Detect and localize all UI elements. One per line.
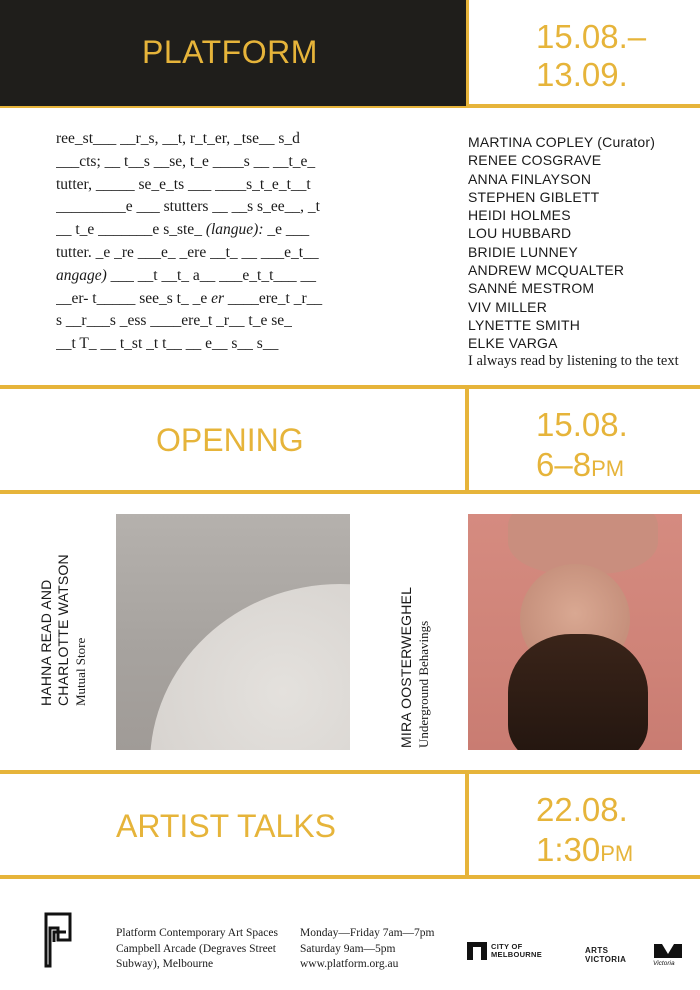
address-line: Subway), Melbourne — [116, 958, 214, 970]
address-line: Campbell Arcade (Degraves Street — [116, 942, 276, 955]
arts-victoria-logo — [585, 946, 626, 964]
date-end: 13.09. — [536, 56, 628, 93]
opening-date: 15.08. — [536, 406, 628, 443]
text-line: tutter. _e _re ___e_ _ere __t_ __ ___e_t__ — [56, 243, 319, 261]
exhibition-dates — [536, 18, 646, 94]
text-segment-italic: (langue): — [205, 221, 264, 239]
artwork-title: Underground Behavings — [416, 620, 431, 748]
website-link[interactable]: www.platform.org.au — [300, 958, 399, 970]
text-segment: __er- t_____ see_s t_ _e — [56, 289, 212, 307]
talks-datetime — [536, 790, 633, 874]
opening-time-value: 6–8 — [536, 446, 592, 483]
artist-name: RENEE COSGRAVE — [468, 152, 602, 169]
talks-label: ARTIST TALKS — [116, 808, 336, 844]
text-line: ___cts; __ t__s __se, t_e ____s __ __t_e_ — [56, 152, 316, 170]
artist-name: SANNÉ MESTROM — [468, 280, 595, 297]
hours-line: Monday—Friday 7am—7pm — [300, 927, 435, 939]
artist-name: HAHNA READ AND — [38, 579, 54, 706]
divider — [0, 490, 700, 494]
city-of-melbourne-logo — [467, 942, 542, 960]
text-segment-italic: angage) — [56, 266, 107, 284]
sponsor-line: ARTS — [585, 946, 609, 955]
opening-datetime — [536, 405, 628, 489]
artwork-title: Mutual Store — [73, 637, 88, 706]
sponsor-line: CITY OF — [491, 942, 523, 951]
sponsor-text — [491, 943, 542, 959]
platform-logo-icon — [44, 912, 74, 968]
text-segment: ____ere_t _r__ — [224, 289, 323, 307]
sponsor-text: Victoria — [653, 960, 675, 966]
text-line: _________e ___ stutters __ __s s_ee__, _t — [56, 198, 320, 216]
artist-name: ANDREW MCQUALTER — [468, 262, 625, 279]
victoria-state-logo-icon — [652, 942, 684, 966]
sponsor-line: VICTORIA — [585, 955, 627, 964]
artist-name: ANNA FINLAYSON — [468, 170, 592, 187]
page-title: PLATFORM — [142, 34, 318, 70]
divider — [0, 875, 700, 879]
artwork-caption — [398, 587, 432, 748]
date-start: 15.08.– — [536, 18, 647, 55]
text-segment: ___ __t __t_ a__ ___e_t_t___ __ — [106, 266, 317, 284]
figure-hair — [508, 634, 648, 750]
artist-name: LOU HUBBARD — [468, 225, 572, 242]
text-line: tutter, _____ se_e_ts ___ ____s_t_e_t__t — [56, 175, 311, 193]
exhibition-quote: I always read by listening to the text — [468, 353, 679, 369]
artwork-image — [116, 514, 350, 750]
artist-name: MIRA OOSTERWEGHEL — [398, 586, 414, 748]
hours-line: Saturday 9am—5pm — [300, 942, 396, 955]
venue-address — [116, 926, 278, 973]
melbourne-m-icon — [467, 942, 487, 960]
artist-name: MARTINA COPLEY (Curator) — [468, 134, 656, 150]
opening-time — [536, 445, 628, 489]
artwork-image — [468, 514, 682, 750]
address-line: Platform Contemporary Art Spaces — [116, 927, 278, 939]
artist-name: STEPHEN GIBLETT — [468, 188, 600, 205]
talks-date: 22.08. — [536, 791, 628, 828]
stutter-text — [56, 128, 424, 368]
text-segment: _e ___ — [263, 221, 310, 239]
text-line — [56, 265, 424, 288]
divider — [465, 385, 469, 494]
text-segment-italic: er — [211, 289, 225, 307]
text-line: s __r___s _ess ____ere_t _r__ t_e se_ — [56, 312, 292, 330]
text-segment: __ t_e _______e s_ste_ — [56, 221, 206, 239]
artist-name: LYNETTE SMITH — [468, 316, 581, 333]
talks-time-suffix: PM — [600, 841, 634, 866]
talks-time-value: 1:30 — [536, 831, 601, 868]
talks-time — [536, 830, 633, 874]
artist-name: ELKE VARGA — [468, 335, 558, 352]
opening-label: OPENING — [156, 422, 304, 458]
artist-name: VIV MILLER — [468, 298, 548, 315]
sculpture-shape — [150, 584, 350, 750]
sponsor-line: MELBOURNE — [491, 950, 543, 959]
divider — [0, 385, 700, 389]
text-line: ree_st___ __r_s, __t, r_t_er, _tse__ s_d — [56, 130, 300, 147]
artist-name: CHARLOTTE WATSON — [55, 554, 71, 706]
artist-name: BRIDIE LUNNEY — [468, 243, 578, 260]
artist-list — [468, 133, 655, 353]
text-line: __t T_ __ t_st _t t__ __ e__ s__ s__ — [56, 335, 279, 353]
venue-hours — [300, 926, 434, 973]
artwork-caption — [38, 554, 89, 706]
opening-time-suffix: PM — [591, 456, 625, 481]
text-line — [56, 288, 424, 311]
artist-name: HEIDI HOLMES — [468, 207, 571, 224]
divider — [465, 770, 469, 879]
text-line — [56, 219, 424, 242]
divider — [0, 770, 700, 774]
